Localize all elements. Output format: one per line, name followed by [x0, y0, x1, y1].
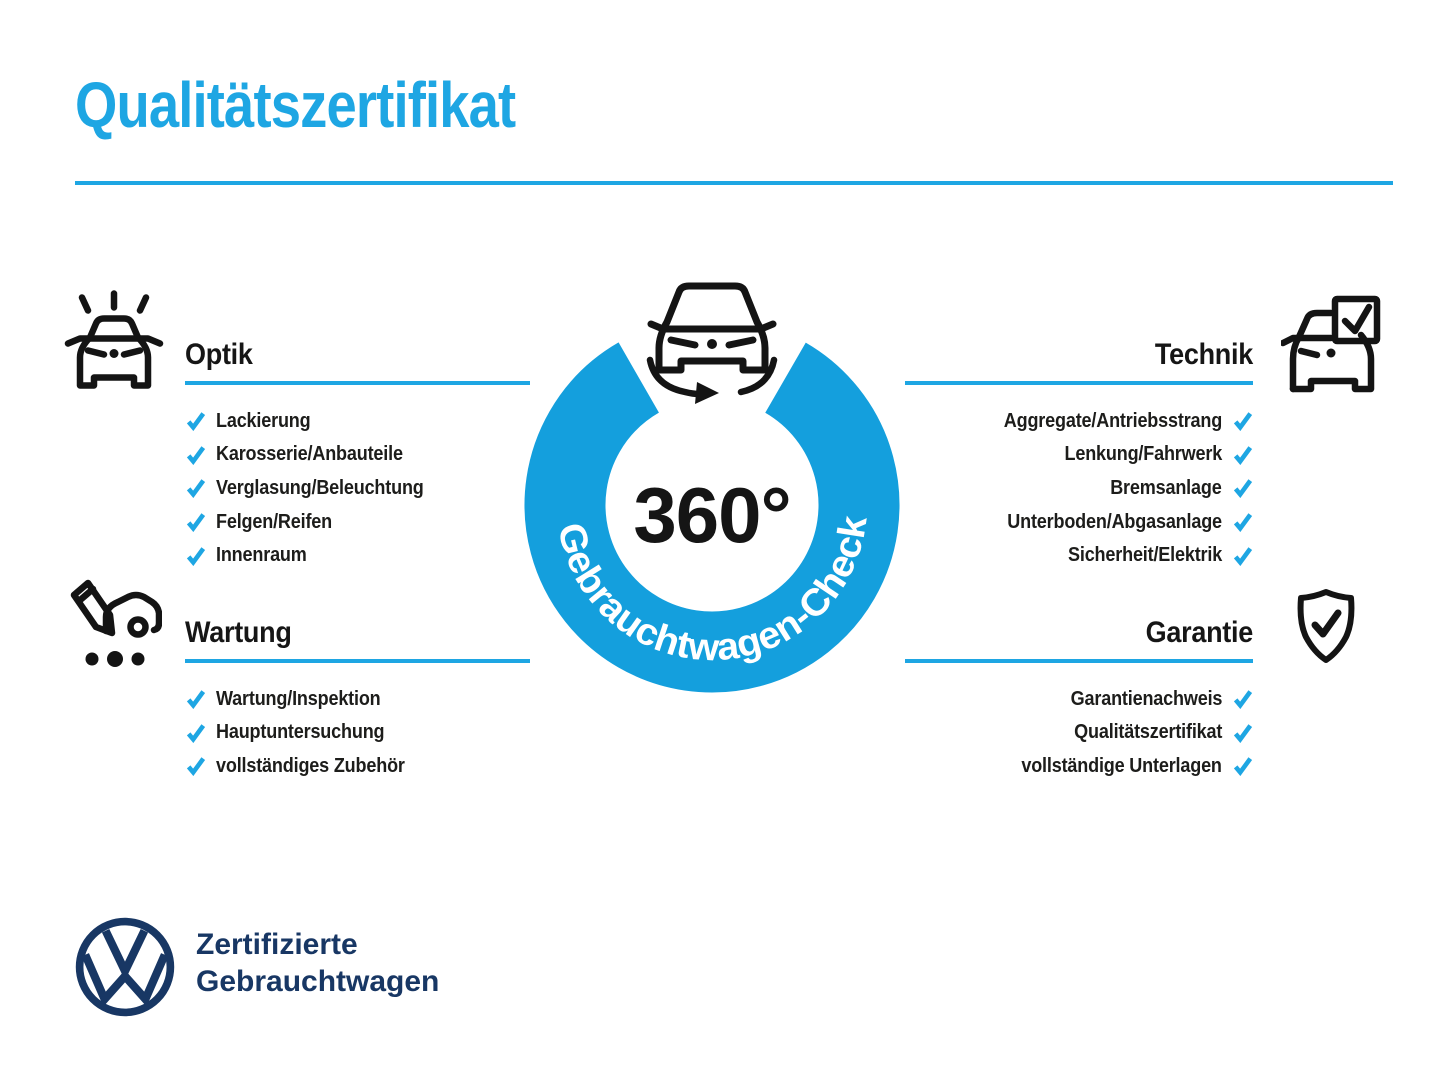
- check-icon: [1232, 444, 1253, 465]
- check-icon: [1232, 688, 1253, 709]
- check-icon: [1232, 722, 1253, 743]
- checklist-item: [905, 471, 1253, 505]
- check-icon: [185, 511, 206, 532]
- section-title-optik: Optik: [185, 338, 253, 371]
- checklist-item: [185, 682, 533, 716]
- section-underline: [905, 381, 1253, 385]
- checklist-garantie: [905, 682, 1253, 783]
- checklist-item-label: Wartung/Inspektion: [216, 686, 381, 710]
- checklist-item-label: vollständiges Zubehör: [216, 753, 405, 777]
- check-icon: [185, 755, 206, 776]
- checklist-item: [905, 538, 1253, 572]
- checklist-item: [185, 505, 533, 539]
- ring-label: Gebrauchtwagen-Check: [549, 513, 876, 670]
- checklist-wartung: [185, 682, 533, 783]
- checklist-item-label: Karosserie/Anbauteile: [216, 442, 403, 466]
- pencil-car-icon: [62, 571, 162, 671]
- check-icon: [1232, 477, 1253, 498]
- check-icon: [1232, 545, 1253, 566]
- checklist-item-label: Lackierung: [216, 408, 311, 432]
- checklist-item-label: Felgen/Reifen: [216, 509, 332, 533]
- checklist-item: [905, 716, 1253, 750]
- section-title-technik: Technik: [1154, 338, 1253, 371]
- checklist-item-label: Unterboden/Abgasanlage: [1007, 509, 1222, 533]
- check-icon: [185, 688, 206, 709]
- checklist-item: [185, 749, 533, 783]
- header-divider: [75, 181, 1393, 185]
- checklist-technik: [905, 404, 1253, 572]
- checklist-item-label: Verglasung/Beleuchtung: [216, 475, 424, 499]
- shield-check-icon: [1293, 588, 1359, 666]
- vw-logo: [74, 916, 176, 1018]
- checklist-item: [905, 438, 1253, 472]
- section-underline: [905, 659, 1253, 663]
- checklist-item-label: Garantienachweis: [1070, 686, 1222, 710]
- check-icon: [185, 410, 206, 431]
- car-checkbox-icon: [1281, 291, 1381, 401]
- section-underline: [185, 659, 530, 663]
- footer-line1: Zertifizierte: [196, 928, 358, 961]
- checklist-item-label: Hauptuntersuchung: [216, 720, 385, 744]
- checklist-item: [185, 438, 533, 472]
- check-icon: [1232, 755, 1253, 776]
- check-icon: [1232, 511, 1253, 532]
- check-icon: [185, 722, 206, 743]
- checklist-item-label: Innenraum: [216, 543, 307, 567]
- footer-brand-text: [196, 926, 439, 1000]
- checklist-item-label: Aggregate/Antriebsstrang: [1003, 408, 1222, 432]
- section-title-wartung: Wartung: [185, 616, 292, 649]
- check-icon: [185, 444, 206, 465]
- checklist-item-label: Bremsanlage: [1110, 475, 1222, 499]
- check-icon: [1232, 410, 1253, 431]
- car-shine-icon: [60, 286, 168, 394]
- checklist-item: [185, 471, 533, 505]
- checklist-item-label: vollständige Unterlagen: [1021, 753, 1222, 777]
- footer-line2: Gebrauchtwagen: [196, 965, 440, 998]
- checklist-item-label: Qualitätszertifikat: [1073, 720, 1222, 744]
- page-title: Qualitätszertifikat: [75, 69, 516, 141]
- checklist-item-label: Lenkung/Fahrwerk: [1064, 442, 1222, 466]
- checklist-item: [905, 404, 1253, 438]
- checklist-item-label: Sicherheit/Elektrik: [1067, 543, 1222, 567]
- checklist-item: [185, 404, 533, 438]
- checklist-item: [905, 749, 1253, 783]
- car-rotation-icon: [650, 286, 774, 404]
- degree-label: 360°: [633, 471, 791, 559]
- section-title-garantie: Garantie: [1145, 616, 1253, 649]
- checklist-item: [185, 716, 533, 750]
- checklist-item: [185, 538, 533, 572]
- 360-check-badge: [500, 270, 930, 750]
- checklist-optik: [185, 404, 533, 572]
- check-icon: [185, 545, 206, 566]
- check-icon: [185, 477, 206, 498]
- checklist-item: [905, 505, 1253, 539]
- section-underline: [185, 381, 530, 385]
- checklist-item: [905, 682, 1253, 716]
